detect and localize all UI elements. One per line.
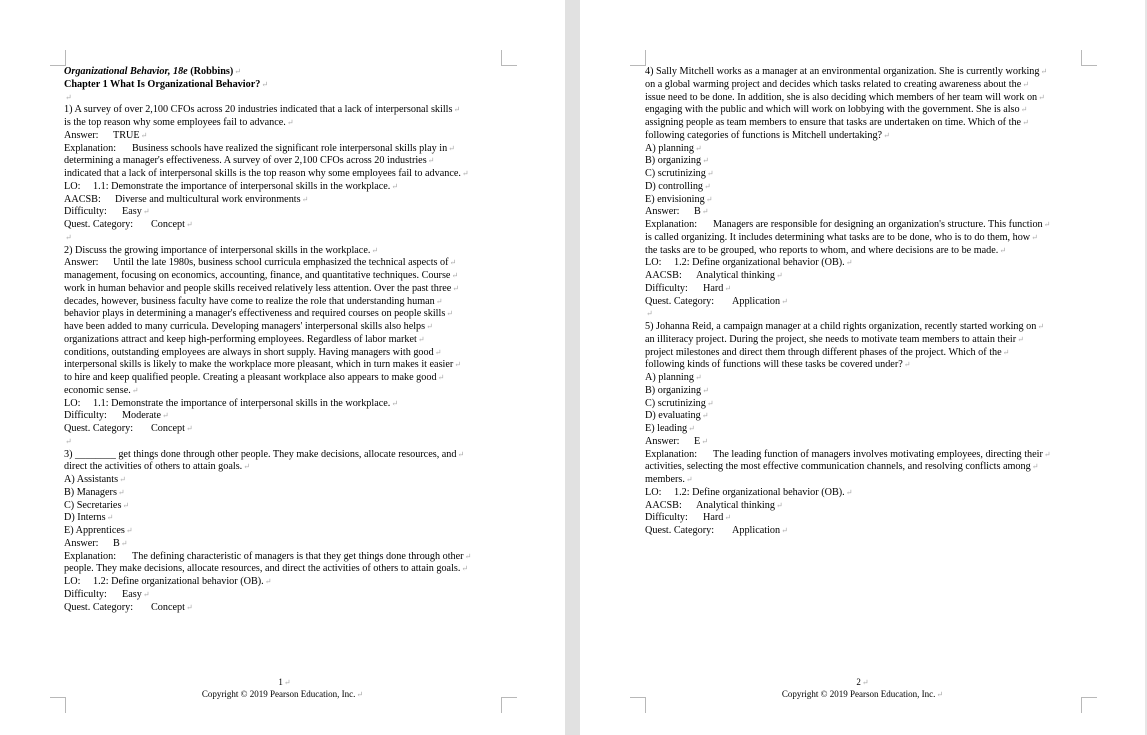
paragraph-mark-icon: ↵ xyxy=(391,181,399,191)
field-label: Answer: xyxy=(64,129,99,141)
page-number: 1↵ xyxy=(278,677,291,687)
field-label: Answer: xyxy=(64,537,99,549)
text-line xyxy=(64,308,504,321)
field-label: AACSB: xyxy=(645,270,682,281)
field-value: B xyxy=(694,206,701,218)
field-value: Analytical thinking xyxy=(696,499,775,511)
text-line xyxy=(64,461,504,474)
paragraph-mark-icon: ↵ xyxy=(685,475,693,484)
paragraph-mark-icon: ↵ xyxy=(243,462,250,472)
field-value: Moderate xyxy=(122,410,162,422)
field-value: B xyxy=(113,537,120,549)
body-text: determining a manager's effectiveness. A survey of over 2,100 CFOs across 20 industries xyxy=(64,155,427,167)
paragraph-mark-icon: ↵ xyxy=(701,411,709,421)
paragraph-mark-icon: ↵ xyxy=(301,194,309,204)
field-label: Explanation: xyxy=(645,448,698,460)
field-value: E xyxy=(694,435,701,447)
text-line xyxy=(645,487,1080,500)
text-line xyxy=(645,79,1080,92)
paragraph-mark-icon: ↵ xyxy=(694,143,702,153)
field-label: Difficulty: xyxy=(645,512,688,524)
text-line xyxy=(64,500,504,513)
body-text: engaging with the public and which will work on lobbying with the government. She is also xyxy=(645,104,1020,116)
text-line xyxy=(64,283,504,296)
paragraph-mark-icon: ↵ xyxy=(706,398,714,408)
paragraph-mark-icon: ↵ xyxy=(646,309,653,319)
paragraph-mark-icon: ↵ xyxy=(452,283,459,293)
text-line xyxy=(64,257,504,270)
text-line xyxy=(645,372,1080,385)
text-line xyxy=(64,512,504,525)
paragraph-mark-icon: ↵ xyxy=(1020,105,1028,115)
body-text: an illiteracy project. During the project, she needs to motivate team members to attain their xyxy=(645,333,1017,345)
paragraph-mark-icon: ↵ xyxy=(65,92,72,102)
text-line xyxy=(64,104,504,117)
paragraph-mark-icon: ↵ xyxy=(162,411,169,421)
text-line xyxy=(64,563,504,576)
text-line xyxy=(64,576,504,589)
body-text: direct the activities of others to attain goals. xyxy=(64,461,243,473)
body-text: A) planning xyxy=(645,372,694,383)
paragraph-mark-icon: ↵ xyxy=(391,398,399,408)
paragraph-mark-icon: ↵ xyxy=(449,258,457,268)
body-text: the tasks are to be grouped, who reports to whom, and where decisions are to be made. xyxy=(645,244,999,256)
text-line xyxy=(645,436,1080,449)
body-text: D) Interns xyxy=(64,512,106,524)
text-line xyxy=(645,168,1080,181)
text-line xyxy=(64,155,504,168)
text-line xyxy=(64,347,504,360)
paragraph-mark-icon: ↵ xyxy=(999,245,1007,255)
field-value: TRUE xyxy=(113,129,140,141)
text-line xyxy=(64,194,504,207)
text-line xyxy=(64,66,504,79)
text-line xyxy=(645,500,1080,513)
paragraph-mark-icon: ↵ xyxy=(142,589,150,599)
text-line xyxy=(645,143,1080,156)
body-text: is the top reason why some employees fail to advance. xyxy=(64,117,286,128)
page-1-body[interactable] xyxy=(64,66,504,614)
text-line xyxy=(64,143,504,156)
body-text: C) scrutinizing xyxy=(645,168,706,179)
text-line xyxy=(645,525,1080,538)
body-text: E) envisioning xyxy=(645,193,705,205)
field-value: The leading function of managers involves motivating employees, directing their xyxy=(713,448,1043,460)
text-line xyxy=(645,308,1080,321)
body-text: to hire and keep qualified people. Creating a pleasant workplace also appears to make good xyxy=(64,372,437,383)
text-line xyxy=(64,538,504,551)
text-line xyxy=(645,270,1080,283)
text-line xyxy=(64,130,504,143)
body-text: D) evaluating xyxy=(645,410,701,422)
text-line xyxy=(645,321,1080,334)
paragraph-mark-icon: ↵ xyxy=(464,551,472,561)
field-value: Analytical thinking xyxy=(696,270,775,281)
body-text: on a global warming project and decides which tasks related to creating awareness about the xyxy=(645,78,1022,90)
body-text: decades, however, business faculty have come to realize the role that understanding human xyxy=(64,295,435,307)
paragraph-mark-icon: ↵ xyxy=(264,577,272,586)
field-label: Answer: xyxy=(645,435,680,447)
body-text: activities, selecting the most effective communication channels, and resolving conflicts among xyxy=(645,461,1031,473)
crop-mark-top-right xyxy=(1081,50,1097,66)
field-label: LO: xyxy=(64,180,81,192)
crop-mark-top-left xyxy=(630,50,646,66)
paragraph-mark-icon: ↵ xyxy=(120,538,128,548)
text-line xyxy=(645,449,1080,462)
text-line xyxy=(64,551,504,564)
body-text: behavior plays in determining a manager's effectiveness and required courses on people skills xyxy=(64,308,446,320)
paragraph-mark-icon: ↵ xyxy=(122,500,130,510)
text-line xyxy=(64,117,504,130)
field-value: Application xyxy=(732,525,781,536)
field-value: 1.1: Demonstrate the importance of interpersonal skills in the workplace. xyxy=(93,397,391,409)
paragraph-mark-icon: ↵ xyxy=(457,449,465,459)
paragraph-mark-icon: ↵ xyxy=(65,436,72,446)
body-text: management, focusing on economics, accounting, finance, and quantitative techniques. Course xyxy=(64,270,451,281)
text-line xyxy=(645,155,1080,168)
paragraph-mark-icon: ↵ xyxy=(701,436,708,446)
text-line xyxy=(645,334,1080,347)
body-text: 4) Sally Mitchell works as a manager at an environmental organization. She is currently working xyxy=(645,66,1040,77)
text-line xyxy=(64,334,504,347)
field-label: Explanation: xyxy=(645,219,698,230)
text-line xyxy=(645,359,1080,372)
paragraph-mark-icon: ↵ xyxy=(125,526,133,535)
page-gutter xyxy=(565,0,580,735)
field-label: LO: xyxy=(64,576,81,587)
body-text: conditions, outstanding employees are always in short supply. Having managers with good xyxy=(64,346,434,358)
text-line xyxy=(645,66,1080,79)
text-line xyxy=(645,461,1080,474)
text-line xyxy=(64,410,504,423)
field-label: Quest. Category: xyxy=(64,423,134,434)
text-line xyxy=(64,219,504,232)
field-value: Easy xyxy=(122,206,142,218)
body-text: assigning people as team members to ensure that tasks are undertaken on time. Which of the xyxy=(645,117,1022,128)
paragraph-mark-icon: ↵ xyxy=(705,194,713,204)
text-line xyxy=(645,410,1080,423)
text-line xyxy=(64,181,504,194)
field-value: Hard xyxy=(703,512,724,524)
paragraph-mark-icon: ↵ xyxy=(701,207,709,217)
body-text: 5) Johanna Reid, a campaign manager at a child rights organization, recently started working on xyxy=(645,321,1037,332)
text-line xyxy=(645,194,1080,207)
paragraph-mark-icon: ↵ xyxy=(427,156,435,166)
body-text: D) controlling xyxy=(645,180,704,192)
paragraph-mark-icon: ↵ xyxy=(185,424,193,433)
text-line xyxy=(64,474,504,487)
paragraph-mark-icon: ↵ xyxy=(451,271,459,280)
paragraph-mark-icon: ↵ xyxy=(775,500,783,510)
paragraph-mark-icon: ↵ xyxy=(775,271,783,280)
paragraph-mark-icon: ↵ xyxy=(453,105,461,115)
body-text: 2) Discuss the growing importance of interpersonal skills in the workplace. xyxy=(64,244,371,256)
text-line xyxy=(64,168,504,181)
field-label: Quest. Category: xyxy=(645,295,715,307)
text-line xyxy=(64,602,504,615)
body-text: organizations attract and keep high-performing employees. Regardless of labor market xyxy=(64,333,417,345)
body-text: members. xyxy=(645,474,685,485)
crop-mark-bottom-left xyxy=(630,697,646,713)
crop-mark-bottom-right xyxy=(1081,697,1097,713)
text-line xyxy=(64,487,504,500)
field-label: Quest. Category: xyxy=(645,525,715,536)
paragraph-mark-icon: ↵ xyxy=(845,487,853,497)
field-value: Easy xyxy=(122,588,142,600)
body-text: people. They make decisions, allocate resources, and direct the activities of others to attain goals. xyxy=(64,563,461,575)
field-value: Concept xyxy=(151,219,185,230)
paragraph-mark-icon: ↵ xyxy=(781,526,788,535)
field-label: Answer: xyxy=(645,206,680,218)
body-text: C) scrutinizing xyxy=(645,397,706,409)
paragraph-mark-icon: ↵ xyxy=(724,283,732,293)
text-line xyxy=(645,257,1080,270)
paragraph-mark-icon: ↵ xyxy=(706,169,714,178)
text-line xyxy=(64,436,504,449)
paragraph-mark-icon: ↵ xyxy=(702,156,709,166)
text-line xyxy=(645,130,1080,143)
paragraph-mark-icon: ↵ xyxy=(437,373,445,382)
paragraph-mark-icon: ↵ xyxy=(724,513,732,523)
paragraph-mark-icon: ↵ xyxy=(883,130,890,140)
text-line xyxy=(64,449,504,462)
paragraph-mark-icon: ↵ xyxy=(426,322,433,331)
field-label: Difficulty: xyxy=(645,282,688,294)
body-text: 3) ________ get things done through other people. They make decisions, allocate resources, and xyxy=(64,448,457,460)
paragraph-mark-icon: ↵ xyxy=(234,67,241,76)
text-line xyxy=(64,321,504,334)
crop-mark-bottom-left xyxy=(50,697,66,713)
paragraph-mark-icon: ↵ xyxy=(448,143,455,153)
field-value: 1.1: Demonstrate the importance of interpersonal skills in the workplace. xyxy=(93,180,391,192)
field-value: Business schools have realized the significant role interpersonal skills play in xyxy=(132,142,448,154)
paragraph-mark-icon: ↵ xyxy=(1031,232,1038,242)
paragraph-mark-icon: ↵ xyxy=(1022,118,1029,127)
paragraph-mark-icon: ↵ xyxy=(434,347,442,357)
paragraph-mark-icon: ↵ xyxy=(704,181,711,191)
text-line xyxy=(645,347,1080,360)
text-line xyxy=(64,232,504,245)
paragraph-mark-icon: ↵ xyxy=(702,385,709,395)
paragraph-mark-icon: ↵ xyxy=(688,424,695,433)
paragraph-mark-icon: ↵ xyxy=(1031,462,1039,472)
paragraph-mark-icon: ↵ xyxy=(371,245,379,255)
paragraph-mark-icon: ↵ xyxy=(106,513,114,523)
paragraph-mark-icon: ↵ xyxy=(185,602,193,612)
body-text: issue need to be done. In addition, she is also deciding which members of her team will work on xyxy=(645,91,1038,103)
text-line xyxy=(64,385,504,398)
paragraph-mark-icon: ↵ xyxy=(435,296,443,306)
field-label: Quest. Category: xyxy=(64,601,134,613)
crop-mark-top-left xyxy=(50,50,66,66)
paragraph-mark-icon: ↵ xyxy=(286,118,294,127)
text-line xyxy=(645,232,1080,245)
body-text: is called organizing. It includes determining what tasks are to be done, who is to do them, how xyxy=(645,231,1031,243)
text-line xyxy=(64,92,504,105)
field-label: Quest. Category: xyxy=(64,219,134,230)
text-line xyxy=(64,525,504,538)
body-text: B) organizing xyxy=(645,384,702,396)
text-line xyxy=(645,283,1080,296)
paragraph-mark-icon: ↵ xyxy=(1022,79,1029,89)
paragraph-mark-icon: ↵ xyxy=(694,373,702,382)
text-line xyxy=(645,117,1080,130)
field-label: Difficulty: xyxy=(64,206,107,218)
paragraph-mark-icon: ↵ xyxy=(454,360,461,370)
page-footer: Copyright © 2019 Pearson Education, Inc.↵ xyxy=(201,689,364,699)
body-text: C) Secretaries xyxy=(64,499,122,511)
crop-mark-top-right xyxy=(501,50,517,66)
body-text: indicated that a lack of interpersonal skills is the top reason why some employees fail to advance. xyxy=(64,168,461,179)
text-line xyxy=(64,589,504,602)
body-text: have been added to many curricula. Developing managers' interpersonal skills also helps xyxy=(64,321,426,332)
field-value: Concept xyxy=(151,601,185,613)
text-line xyxy=(645,512,1080,525)
body-text: E) Apprentices xyxy=(64,525,125,536)
document-page-1 xyxy=(0,0,565,735)
body-text: economic sense. xyxy=(64,384,131,396)
field-label: Explanation: xyxy=(64,142,117,154)
paragraph-mark-icon: ↵ xyxy=(185,220,193,229)
field-label: AACSB: xyxy=(64,193,101,205)
text-line xyxy=(64,245,504,258)
paragraph-mark-icon: ↵ xyxy=(1038,92,1045,102)
text-line xyxy=(645,398,1080,411)
field-value: Until the late 1980s, business school curricula emphasized the technical aspects of xyxy=(113,257,449,269)
field-label: LO: xyxy=(645,257,662,269)
body-text: 1) A survey of over 2,100 CFOs across 20 industries indicated that a lack of interpersonal skills xyxy=(64,104,453,116)
text-line xyxy=(645,206,1080,219)
crop-mark-bottom-right xyxy=(501,697,517,713)
paragraph-mark-icon: ↵ xyxy=(65,232,72,242)
body-text: following categories of functions is Mitchell undertaking? xyxy=(645,129,883,141)
body-text: following kinds of functions will these tasks be covered under? xyxy=(645,359,903,371)
field-label: AACSB: xyxy=(645,499,682,511)
text-line xyxy=(64,372,504,385)
paragraph-mark-icon: ↵ xyxy=(142,207,150,217)
field-value: The defining characteristic of managers is that they get things done through other xyxy=(132,550,464,562)
text-line xyxy=(64,206,504,219)
body-text: work in human behavior and people skills received relatively less attention. Over the past three xyxy=(64,282,452,294)
text-line xyxy=(645,181,1080,194)
body-text: B) Managers xyxy=(64,486,117,498)
field-label: Difficulty: xyxy=(64,410,107,422)
paragraph-mark-icon: ↵ xyxy=(119,475,126,484)
text-line xyxy=(64,398,504,411)
body-text: project milestones and direct them through different phases of the project. Which of the xyxy=(645,346,1002,358)
body-text: B) organizing xyxy=(645,155,702,167)
page-number: 2↵ xyxy=(856,677,869,687)
text-line xyxy=(64,270,504,283)
text-line xyxy=(64,296,504,309)
page-footer: Copyright © 2019 Pearson Education, Inc.↵ xyxy=(781,689,944,699)
field-value: Hard xyxy=(703,282,724,294)
body-text: interpersonal skills is likely to make the workplace more pleasant, which in turn makes it easier xyxy=(64,359,454,371)
paragraph-mark-icon: ↵ xyxy=(261,79,269,89)
body-text: A) Assistants xyxy=(64,474,119,485)
field-value: Concept xyxy=(151,423,185,434)
heading-text: Chapter 1 What Is Organizational Behavior? xyxy=(64,78,261,90)
field-value: 1.2: Define organizational behavior (OB). xyxy=(93,576,264,587)
paragraph-mark-icon: ↵ xyxy=(1043,449,1051,459)
field-label: Answer: xyxy=(64,257,99,269)
text-line xyxy=(645,245,1080,258)
text-line xyxy=(64,423,504,436)
text-line xyxy=(64,79,504,92)
field-label: LO: xyxy=(645,486,662,498)
paragraph-mark-icon: ↵ xyxy=(140,130,148,140)
text-line xyxy=(645,104,1080,117)
paragraph-mark-icon: ↵ xyxy=(131,385,139,395)
field-value: 1.2: Define organizational behavior (OB). xyxy=(674,257,845,269)
text-line xyxy=(645,474,1080,487)
page-2-body[interactable] xyxy=(645,66,1080,538)
paragraph-mark-icon: ↵ xyxy=(903,360,911,370)
paragraph-mark-icon: ↵ xyxy=(417,334,425,344)
paragraph-mark-icon: ↵ xyxy=(1002,347,1010,357)
heading-text: Organizational Behavior, 18e xyxy=(64,66,188,77)
paragraph-mark-icon: ↵ xyxy=(461,169,469,178)
field-label: LO: xyxy=(64,397,81,409)
paragraph-mark-icon: ↵ xyxy=(446,309,453,319)
paragraph-mark-icon: ↵ xyxy=(1043,220,1051,229)
paragraph-mark-icon: ↵ xyxy=(1037,322,1045,331)
field-label: Explanation: xyxy=(64,550,117,562)
field-value: 1.2: Define organizational behavior (OB). xyxy=(674,486,845,498)
text-line xyxy=(64,359,504,372)
field-value: Diverse and multicultural work environments xyxy=(115,193,301,205)
text-line xyxy=(645,219,1080,232)
heading-text: (Robbins) xyxy=(187,66,234,77)
text-line xyxy=(645,296,1080,309)
field-value: Application xyxy=(732,295,781,307)
paragraph-mark-icon: ↵ xyxy=(1040,67,1048,76)
paragraph-mark-icon: ↵ xyxy=(845,258,853,268)
paragraph-mark-icon: ↵ xyxy=(1017,334,1024,344)
field-value: Managers are responsible for designing an organization's structure. This function xyxy=(713,219,1043,230)
paragraph-mark-icon: ↵ xyxy=(781,296,788,306)
body-text: A) planning xyxy=(645,142,694,154)
field-label: Difficulty: xyxy=(64,588,107,600)
text-line xyxy=(645,423,1080,436)
paragraph-mark-icon: ↵ xyxy=(117,487,125,497)
body-text: E) leading xyxy=(645,423,688,434)
text-line xyxy=(645,92,1080,105)
text-line xyxy=(645,385,1080,398)
paragraph-mark-icon: ↵ xyxy=(461,564,469,574)
document-page-2 xyxy=(580,0,1145,735)
